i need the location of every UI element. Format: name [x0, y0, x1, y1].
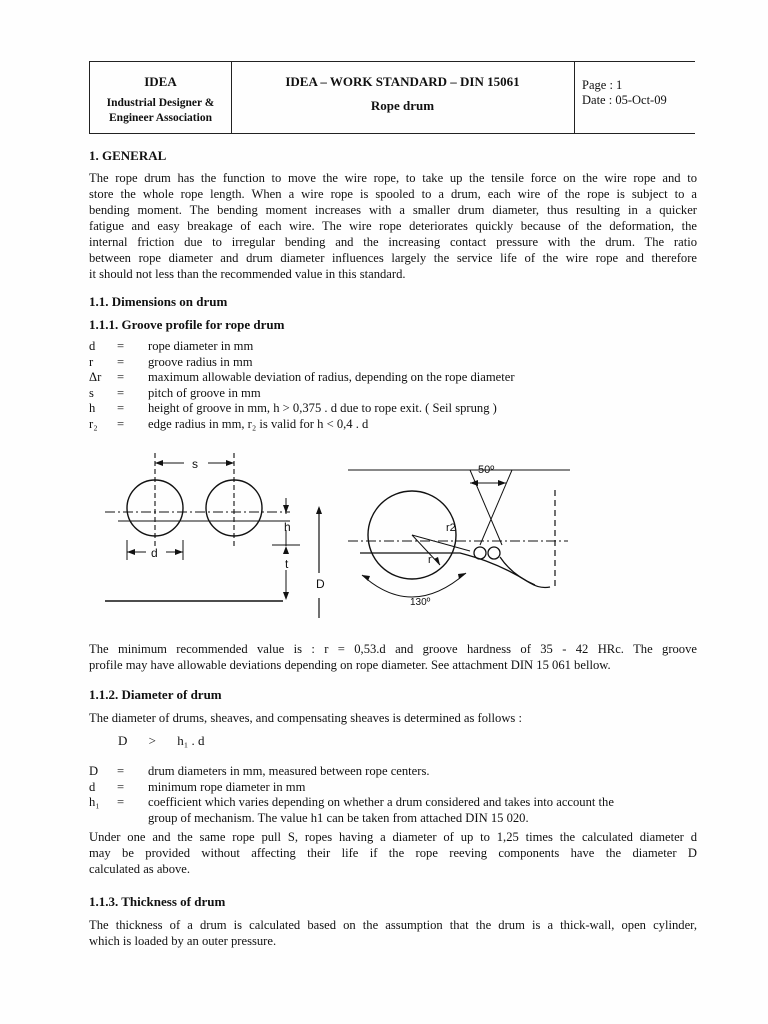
section-general-body [89, 170, 697, 282]
formula-rhs: h₁ . d [177, 733, 205, 748]
groove-pitch-figure [100, 448, 340, 623]
paragraph-line: calculated as above. [89, 862, 191, 876]
rope-pull-paragraph [89, 829, 697, 877]
date-value: 05-Oct-09 [615, 93, 667, 107]
label-r: r [428, 554, 432, 566]
def-equals: = [117, 764, 125, 778]
label-s: s [192, 457, 198, 471]
drum-diameter-definitions [89, 764, 697, 826]
document-subtitle: Rope drum [370, 98, 435, 113]
def-symbol: r₂ [89, 416, 98, 431]
def-equals: = [117, 416, 125, 431]
paragraph-line: it should not less than the recommended value in this standard. [89, 267, 406, 281]
groove-profile-figure [340, 455, 575, 615]
paragraph-line: The minimum recommended value is : r = 0,53.d and groove hardness of 35 - 42 HRc. The groove [89, 642, 697, 656]
groove-definitions [89, 339, 697, 432]
paragraph-line: profile may have allowable deviations depending on rope diameter. See attachment DIN 15 061 bellow. [89, 658, 611, 672]
def-symbol: d [89, 339, 96, 353]
def-equals: = [117, 354, 125, 369]
date-info: Date : 05-Oct-09 [582, 93, 667, 107]
label-d: d [151, 546, 158, 560]
header-table [89, 61, 695, 134]
def-text: height of groove in mm, h > 0,375 . d due to rope exit. ( Seil sprung ) [148, 401, 497, 415]
paragraph-line: which is loaded by an outer pressure. [89, 934, 277, 948]
page-label: Page [582, 78, 607, 92]
paragraph-line: The diameter of drums, sheaves, and compensating sheaves is determined as follows : [89, 711, 522, 725]
def-equals: = [117, 795, 125, 809]
drum-diameter-intro [89, 710, 697, 726]
org-full [90, 96, 231, 126]
document-title: IDEA – WORK STANDARD – DIN 15061 [285, 74, 520, 89]
def-equals: = [117, 401, 125, 415]
paragraph-line: internal friction due to irregular bending and the increasing contact pressure with the drum. The ratio [89, 235, 697, 249]
section-groove-heading: 1.1.1. Groove profile for rope drum [89, 317, 285, 332]
definition-row [89, 780, 697, 796]
def-equals: = [117, 370, 125, 384]
groove-recommendation [89, 641, 697, 673]
def-symbol: D [89, 764, 99, 778]
label-h: h [284, 520, 291, 534]
label-D: D [316, 577, 325, 591]
definition-row [89, 386, 697, 402]
org-full-line-2: Engineer Association [109, 112, 212, 124]
definition-row [89, 401, 697, 417]
definition-row [89, 811, 697, 827]
def-symbol: r [89, 354, 94, 369]
paragraph-line: The thickness of a drum is calculated based on the assumption that the drum is a thick-wall, open cylinder, [89, 918, 697, 932]
def-text: minimum rope diameter in mm [148, 779, 306, 794]
org-full-line-1: Industrial Designer & [106, 97, 215, 109]
paragraph-line: fatigue and easy breakage of each wire. The wire rope deteriorates quickly because of the deformation, the [89, 219, 697, 233]
drum-thickness-paragraph [89, 917, 697, 949]
section-drum-diameter-heading: 1.1.2. Diameter of drum [89, 687, 222, 702]
paragraph-line: bending moment. The bending moment increases with a smaller drum diameter, thus resulting in a quicker [89, 203, 697, 217]
def-text: coefficient which varies depending on whether a drum considered and takes into account the [148, 795, 614, 809]
definition-row [89, 764, 697, 780]
header-meta-cell [575, 62, 695, 133]
paragraph-line: store the whole rope length. When a wire rope is spooled to a drum, each wire of the rope is subject to a [89, 187, 697, 201]
def-symbol: s [89, 385, 94, 400]
definition-row [89, 355, 697, 371]
paragraph-line: The rope drum has the function to move the wire rope, to take up the tensile force on the wire rope and to [89, 171, 697, 185]
header-org-cell [89, 62, 232, 133]
def-equals: = [117, 779, 125, 794]
label-r2: r2 [446, 522, 456, 534]
def-text: drum diameters in mm, measured between rope centers. [148, 764, 430, 778]
date-label: Date [582, 93, 606, 107]
def-text: edge radius in mm, r₂ is valid for h < 0,4 . d [148, 416, 369, 431]
page-info: Page : 1 [582, 78, 623, 92]
def-text: groove radius in mm [148, 354, 253, 369]
header-title-cell [231, 62, 575, 133]
paragraph-line: may be provided without affecting their life if the rope reeving components have the diameter D [89, 846, 697, 860]
section-drum-thickness-heading: 1.1.3. Thickness of drum [89, 894, 226, 909]
def-text: rope diameter in mm [148, 339, 254, 353]
org-short: IDEA [144, 74, 177, 89]
definition-row [89, 795, 697, 811]
paragraph-line: Under one and the same rope pull S, ropes having a diameter of up to 1,25 times the calculated diameter d [89, 830, 697, 844]
page-number: 1 [616, 78, 623, 92]
definition-row [89, 339, 697, 355]
paragraph-line: between rope diameter and drum diameter influences largely the service life of the wire rope and therefore [89, 251, 697, 265]
definition-row [89, 417, 697, 433]
def-text: pitch of groove in mm [148, 385, 261, 400]
def-symbol: h₁ [89, 795, 100, 809]
drum-diameter-formula [118, 733, 223, 749]
definition-row [89, 370, 697, 386]
label-t: t [285, 557, 289, 571]
def-equals: = [117, 385, 125, 400]
def-symbol: Δr [89, 370, 102, 384]
label-angle-130: 130º [410, 597, 431, 608]
def-equals: = [117, 339, 125, 353]
def-text: maximum allowable deviation of radius, depending on the rope diameter [148, 370, 515, 384]
section-general-heading: 1. GENERAL [89, 148, 167, 163]
def-symbol: d [89, 779, 96, 794]
formula-operator: > [148, 733, 156, 748]
label-angle-50: 50º [478, 464, 495, 476]
formula-lhs: D [118, 733, 128, 748]
def-text: group of mechanism. The value h1 can be taken from attached DIN 15 020. [148, 810, 529, 825]
section-dimensions-heading: 1.1. Dimensions on drum [89, 294, 228, 309]
def-symbol: h [89, 401, 96, 415]
